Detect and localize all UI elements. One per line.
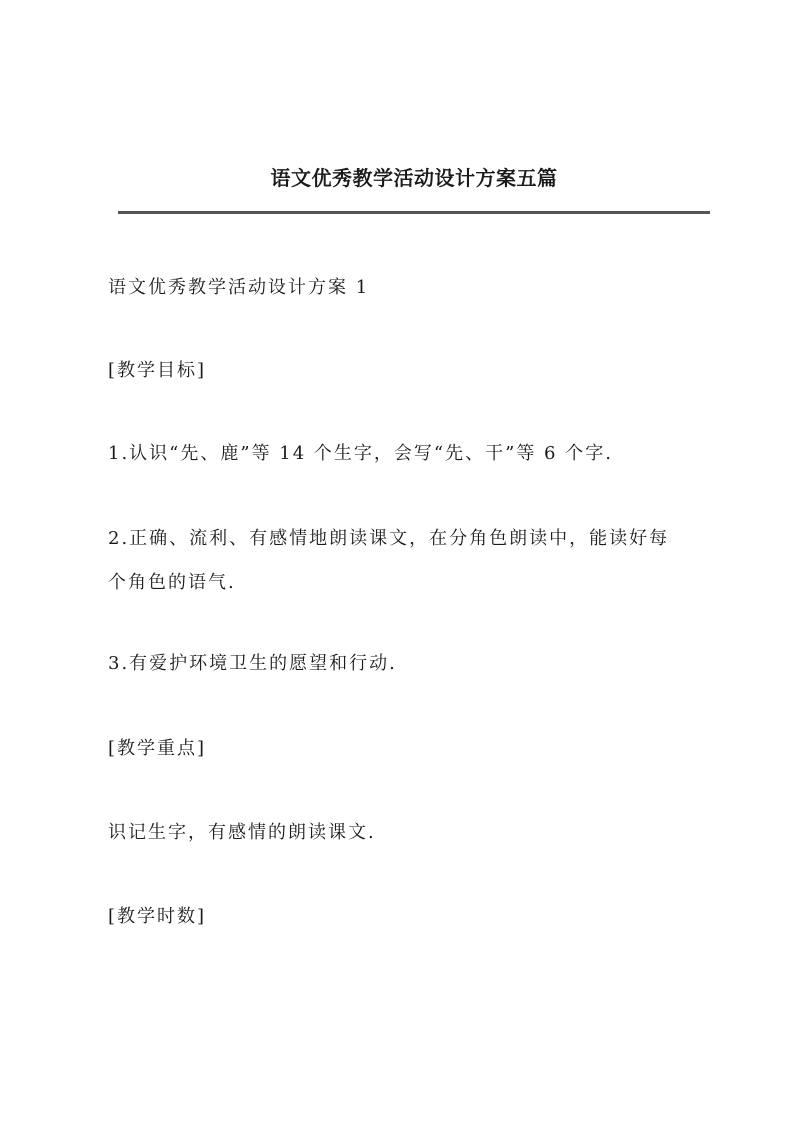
goal-item-1: 1.认识“先、鹿”等 14 个生字，会写“先、干”等 6 个字. bbox=[108, 443, 613, 464]
heading-key-points: [教学重点] bbox=[108, 738, 207, 759]
title-underline-rule bbox=[118, 211, 710, 214]
key-points-text: 识记生字，有感情的朗读课文. bbox=[108, 822, 376, 843]
heading-teaching-goals: [教学目标] bbox=[108, 360, 207, 381]
goal-item-2-line-1: 2.正确、流利、有感情地朗读课文，在分角色朗读中，能读好每 bbox=[108, 528, 670, 549]
goal-item-2-line-2: 个角色的语气. bbox=[108, 572, 236, 593]
document-header bbox=[118, 160, 710, 216]
section-title: 语文优秀教学活动设计方案 1 bbox=[108, 277, 370, 298]
goal-item-3: 3.有爱护环境卫生的愿望和行动. bbox=[108, 653, 397, 674]
heading-teaching-hours: [教学时数] bbox=[108, 906, 207, 927]
document-title: 语文优秀教学活动设计方案五篇 bbox=[270, 166, 558, 190]
